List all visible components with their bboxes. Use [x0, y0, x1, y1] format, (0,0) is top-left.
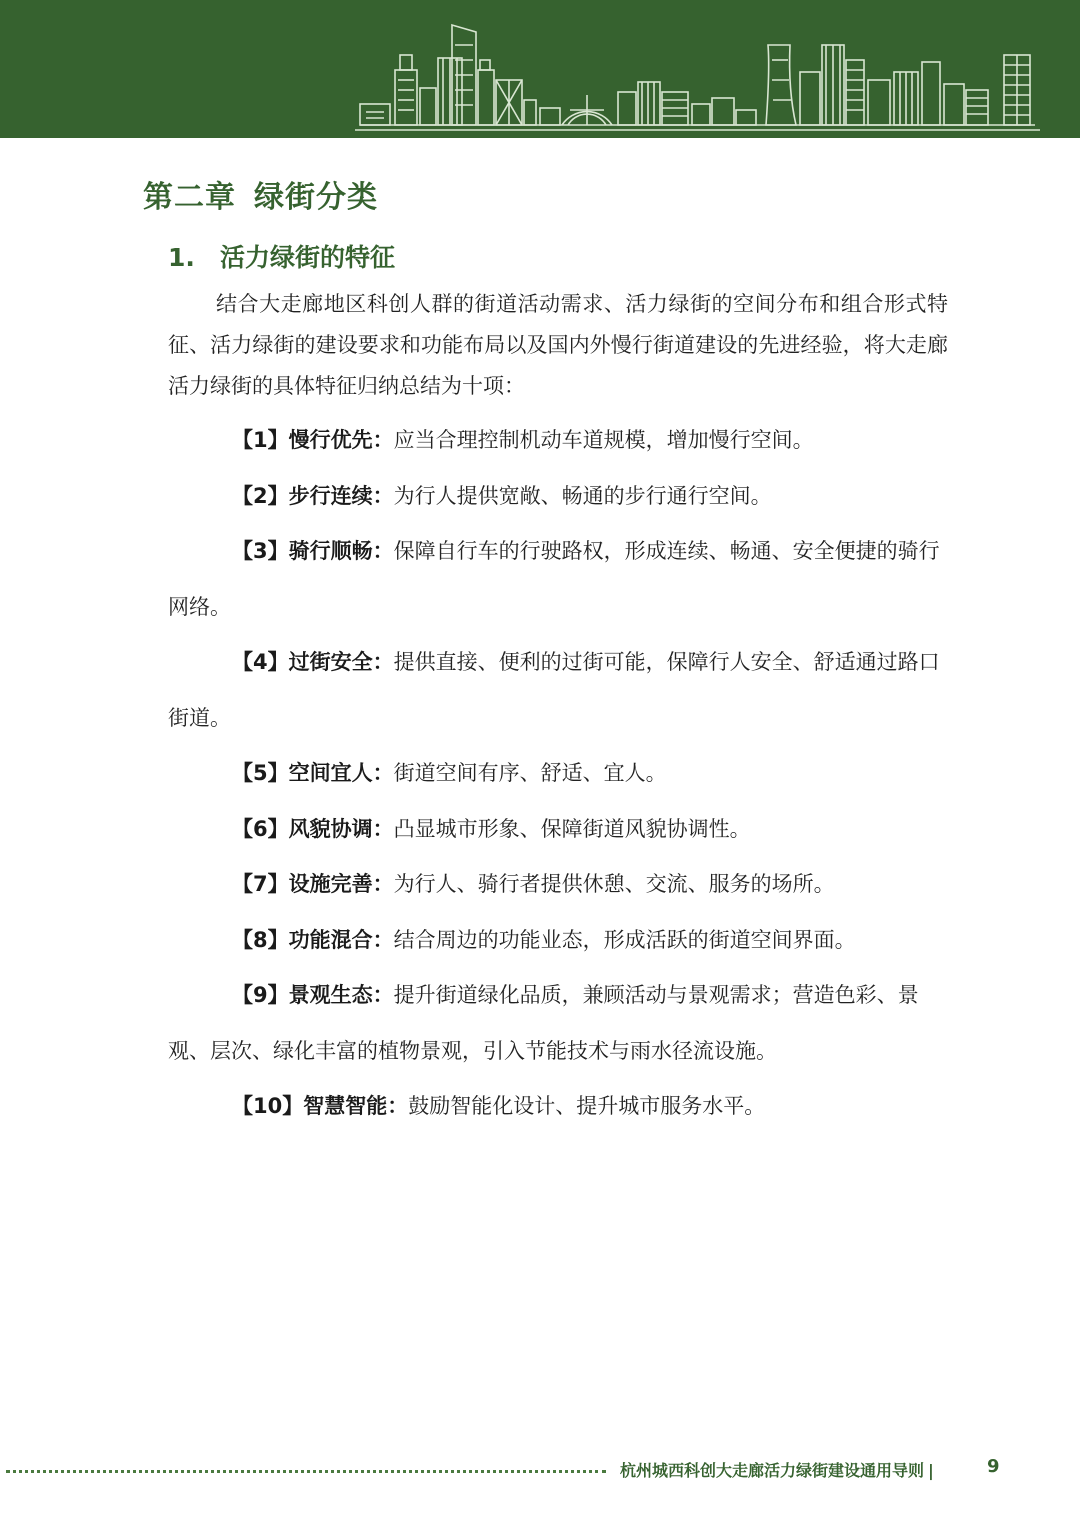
feature-text: 为行人提供宽敞、畅通的步行通行空间。	[393, 483, 772, 508]
feature-label: 【3】骑行顺畅：	[232, 539, 394, 563]
feature-text: 结合周边的功能业态，形成活跃的街道空间界面。	[393, 927, 856, 952]
feature-text: 提供直接、便利的过街可能，保障行人安全、舒适通过路口街道。	[168, 650, 940, 730]
feature-text: 为行人、骑行者提供休憩、交流、服务的场所。	[393, 872, 835, 896]
feature-item-2	[168, 469, 948, 525]
feature-label: 【8】功能混合：	[232, 927, 394, 952]
feature-text: 鼓励智能化设计、提升城市服务水平。	[408, 1094, 766, 1118]
feature-item-7	[168, 857, 948, 913]
feature-label: 【2】步行连续：	[232, 483, 394, 508]
feature-label: 【7】设施完善：	[232, 872, 394, 896]
feature-text: 应当合理控制机动车道规模，增加慢行空间。	[393, 428, 814, 452]
feature-list	[168, 413, 948, 1135]
section-name: 活力绿街的特征	[220, 243, 396, 272]
footer-document-title	[620, 1458, 944, 1481]
feature-label: 【4】过街安全：	[232, 650, 394, 674]
feature-label: 【6】风貌协调：	[232, 816, 394, 841]
feature-item-1	[168, 413, 948, 469]
section-number: 1.	[168, 243, 195, 272]
section-heading	[168, 238, 395, 274]
chapter-number: 第二章	[143, 180, 236, 215]
header-band	[0, 0, 1080, 138]
feature-item-6	[168, 802, 948, 858]
feature-item-4	[168, 635, 948, 746]
footer-dotted-rule	[6, 1470, 606, 1473]
feature-text: 凸显城市形象、保障街道风貌协调性。	[393, 816, 751, 841]
city-skyline-illustration	[0, 0, 1080, 138]
chapter-title	[143, 172, 378, 216]
feature-text: 保障自行车的行驶路权，形成连续、畅通、安全便捷的骑行网络。	[168, 539, 940, 619]
feature-label: 【10】智慧智能：	[232, 1094, 409, 1118]
feature-text: 提升街道绿化品质，兼顾活动与景观需求；营造色彩、景观、层次、绿化丰富的植物景观，引入节能技术与雨水径流设施。	[168, 983, 919, 1063]
feature-label: 【9】景观生态：	[232, 983, 394, 1007]
feature-text: 街道空间有序、舒适、宜人。	[393, 761, 667, 785]
page-number: 9	[987, 1456, 1000, 1477]
feature-label: 【5】空间宜人：	[232, 761, 394, 785]
footer-title-text: 杭州城西科创大走廊活力绿街建设通用导则	[620, 1461, 925, 1480]
footer-separator: |	[928, 1461, 934, 1480]
intro-paragraph: 结合大走廊地区科创人群的街道活动需求、活力绿街的空间分布和组合形式特征、活力绿街的建设要求和功能布局以及国内外慢行街道建设的先进经验，将大走廊活力绿街的具体特征归纳总结为十项：	[168, 292, 948, 398]
feature-item-9	[168, 968, 948, 1079]
chapter-name: 绿街分类	[254, 180, 378, 215]
feature-item-8	[168, 913, 948, 969]
feature-item-5	[168, 746, 948, 802]
feature-item-3	[168, 524, 948, 635]
feature-item-10	[168, 1079, 948, 1135]
feature-label: 【1】慢行优先：	[232, 428, 394, 452]
